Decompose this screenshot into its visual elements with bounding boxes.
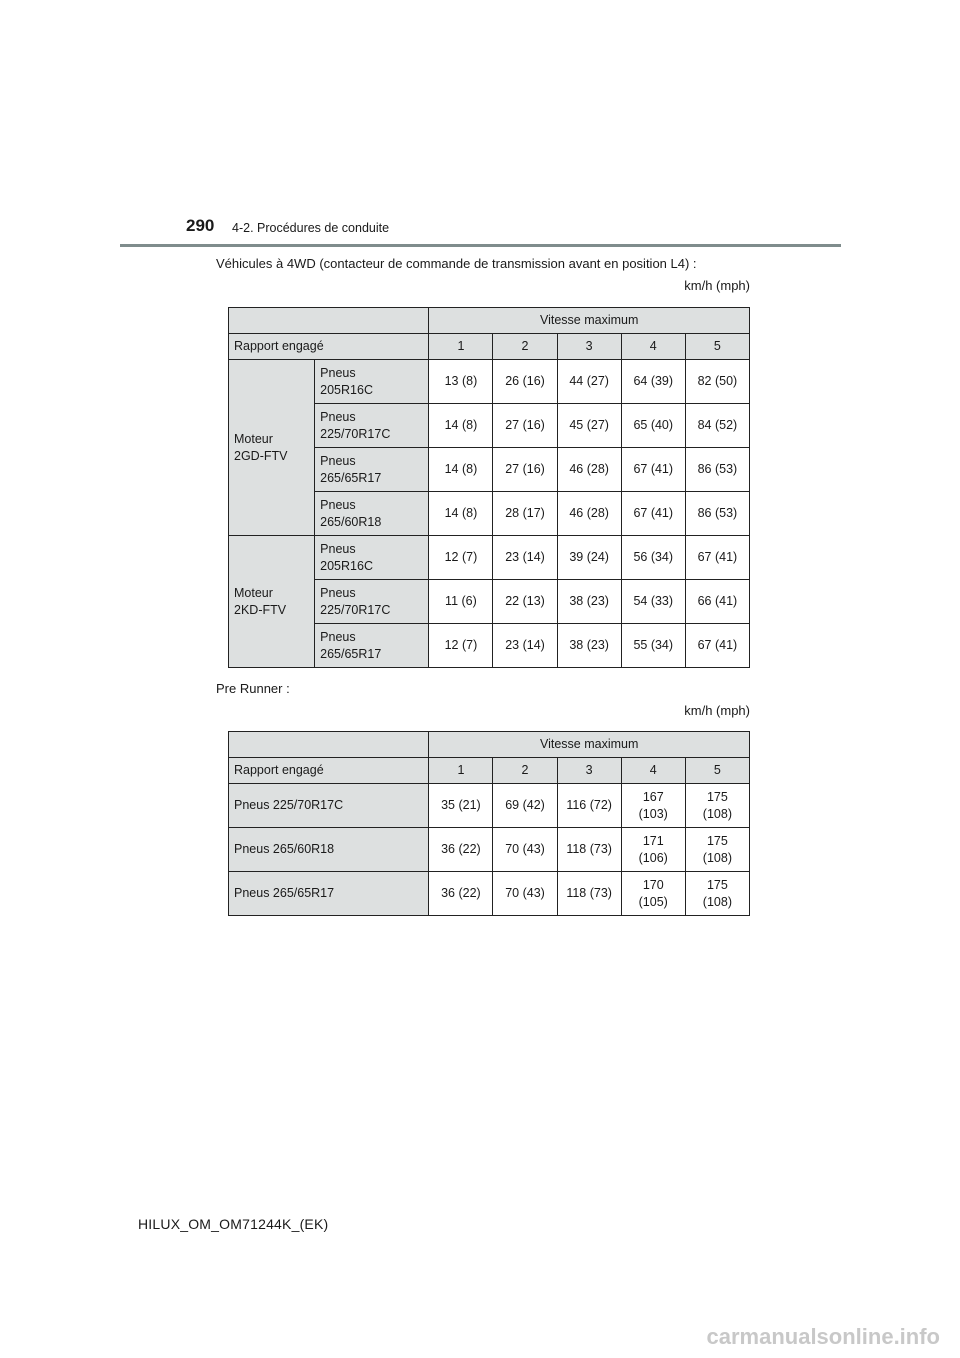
- gear-number: 1: [429, 334, 493, 360]
- table1-unit: km/h (mph): [684, 278, 750, 293]
- speed-value: 26 (16): [493, 360, 557, 404]
- engine-label: [229, 536, 315, 668]
- speed-value: 12 (7): [429, 536, 493, 580]
- speed-value: [685, 828, 749, 872]
- gear-number: 4: [621, 334, 685, 360]
- table2-intro: Pre Runner :: [216, 681, 290, 696]
- tyre-label: [315, 404, 429, 448]
- speed-value: 44 (27): [557, 360, 621, 404]
- speed-value-line: (106): [638, 850, 668, 865]
- speed-value: 70 (43): [493, 828, 557, 872]
- speed-value: 118 (73): [557, 828, 621, 872]
- speed-value: 35 (21): [429, 784, 493, 828]
- gear-label: Rapport engagé: [229, 758, 429, 784]
- speed-value: 14 (8): [429, 404, 493, 448]
- speed-value: 67 (41): [621, 492, 685, 536]
- speed-value: 56 (34): [621, 536, 685, 580]
- speed-value-line: (108): [702, 806, 732, 821]
- tyre-label-line: 265/65R17: [320, 470, 382, 485]
- tyre-label-line: Pneus: [320, 497, 356, 512]
- table-row: [229, 360, 750, 404]
- tyre-label: Pneus 225/70R17C: [229, 784, 429, 828]
- speed-value: 14 (8): [429, 448, 493, 492]
- speed-value: 116 (72): [557, 784, 621, 828]
- speed-value-line: 175: [706, 877, 728, 892]
- speed-value: [685, 784, 749, 828]
- speed-max-header: Vitesse maximum: [429, 308, 750, 334]
- speed-value: 86 (53): [685, 492, 749, 536]
- speed-table-4wd: [228, 307, 750, 668]
- table2-unit: km/h (mph): [684, 703, 750, 718]
- tyre-label: Pneus 265/60R18: [229, 828, 429, 872]
- speed-value: 67 (41): [685, 536, 749, 580]
- speed-value: 12 (7): [429, 624, 493, 668]
- tyre-label-line: Pneus: [320, 629, 356, 644]
- tyre-label: Pneus 265/65R17: [229, 872, 429, 916]
- gear-number: 4: [621, 758, 685, 784]
- speed-value: 38 (23): [557, 580, 621, 624]
- speed-value: 118 (73): [557, 872, 621, 916]
- tyre-label-line: Pneus: [320, 541, 356, 556]
- engine-label: [229, 360, 315, 536]
- table-row: [229, 784, 750, 828]
- speed-value: 55 (34): [621, 624, 685, 668]
- engine-label-line: 2GD-FTV: [234, 448, 288, 463]
- speed-value: 28 (17): [493, 492, 557, 536]
- engine-label-line: Moteur: [234, 585, 273, 600]
- tyre-label-line: 205R16C: [320, 558, 373, 573]
- tyre-label-line: Pneus: [320, 409, 356, 424]
- speed-value: 39 (24): [557, 536, 621, 580]
- tyre-label-line: 265/65R17: [320, 646, 382, 661]
- speed-value: 82 (50): [685, 360, 749, 404]
- speed-value: 36 (22): [429, 828, 493, 872]
- speed-value-line: (108): [702, 894, 732, 909]
- speed-value: [621, 872, 685, 916]
- speed-value-line: 170: [642, 877, 664, 892]
- header-empty-cell: [229, 732, 429, 758]
- page-number: 290: [186, 216, 215, 235]
- tyre-label-line: Pneus: [320, 365, 356, 380]
- gear-number: 5: [685, 334, 749, 360]
- tyre-label: [315, 360, 429, 404]
- watermark: carmanualsonline.info: [706, 1324, 940, 1349]
- speed-value: 66 (41): [685, 580, 749, 624]
- speed-value: 67 (41): [685, 624, 749, 668]
- speed-value-line: 167: [642, 789, 664, 804]
- gear-number: 2: [493, 758, 557, 784]
- table-row: [229, 828, 750, 872]
- speed-value: 86 (53): [685, 448, 749, 492]
- gear-number: 1: [429, 758, 493, 784]
- speed-value-line: (105): [638, 894, 668, 909]
- gear-number: 3: [557, 334, 621, 360]
- speed-value: 22 (13): [493, 580, 557, 624]
- speed-value-line: 175: [706, 833, 728, 848]
- tyre-label: [315, 580, 429, 624]
- speed-value: 45 (27): [557, 404, 621, 448]
- speed-value: 27 (16): [493, 448, 557, 492]
- speed-table-pre-runner: [228, 731, 750, 916]
- engine-label-line: 2KD-FTV: [234, 602, 287, 617]
- tyre-label: [315, 448, 429, 492]
- table-row: [229, 536, 750, 580]
- speed-value: 13 (8): [429, 360, 493, 404]
- engine-label-line: Moteur: [234, 431, 273, 446]
- tyre-label: [315, 536, 429, 580]
- tyre-label-line: 265/60R18: [320, 514, 382, 529]
- speed-value: 46 (28): [557, 448, 621, 492]
- speed-value: 84 (52): [685, 404, 749, 448]
- speed-value: 38 (23): [557, 624, 621, 668]
- header-empty-cell: [229, 308, 429, 334]
- speed-value: [621, 784, 685, 828]
- document-code: HILUX_OM_OM71244K_(EK): [138, 1216, 329, 1232]
- speed-value: 23 (14): [493, 536, 557, 580]
- gear-number: 5: [685, 758, 749, 784]
- table-row: [229, 872, 750, 916]
- gear-number: 3: [557, 758, 621, 784]
- speed-value: 70 (43): [493, 872, 557, 916]
- header-divider: [120, 244, 841, 247]
- tyre-label-line: 205R16C: [320, 382, 373, 397]
- speed-value: [685, 872, 749, 916]
- speed-value: 54 (33): [621, 580, 685, 624]
- tyre-label-line: 225/70R17C: [320, 602, 391, 617]
- speed-value: 46 (28): [557, 492, 621, 536]
- gear-number: 2: [493, 334, 557, 360]
- speed-value: 67 (41): [621, 448, 685, 492]
- table1-intro: Véhicules à 4WD (contacteur de commande de transmission avant en position L4) :: [216, 256, 697, 271]
- speed-value-line: 175: [706, 789, 728, 804]
- tyre-label: [315, 624, 429, 668]
- tyre-label-line: Pneus: [320, 585, 356, 600]
- speed-value: 11 (6): [429, 580, 493, 624]
- speed-value: 69 (42): [493, 784, 557, 828]
- speed-value: [621, 828, 685, 872]
- gear-label: Rapport engagé: [229, 334, 429, 360]
- tyre-label: [315, 492, 429, 536]
- speed-value: 27 (16): [493, 404, 557, 448]
- speed-value-line: (108): [702, 850, 732, 865]
- speed-max-header: Vitesse maximum: [429, 732, 750, 758]
- tyre-label-line: 225/70R17C: [320, 426, 391, 441]
- section-title: 4-2. Procédures de conduite: [232, 221, 390, 235]
- speed-value: 64 (39): [621, 360, 685, 404]
- speed-value-line: 171: [642, 833, 664, 848]
- tyre-label-line: Pneus: [320, 453, 356, 468]
- speed-value: 14 (8): [429, 492, 493, 536]
- speed-value: 23 (14): [493, 624, 557, 668]
- speed-value: 65 (40): [621, 404, 685, 448]
- speed-value-line: (103): [638, 806, 668, 821]
- speed-value: 36 (22): [429, 872, 493, 916]
